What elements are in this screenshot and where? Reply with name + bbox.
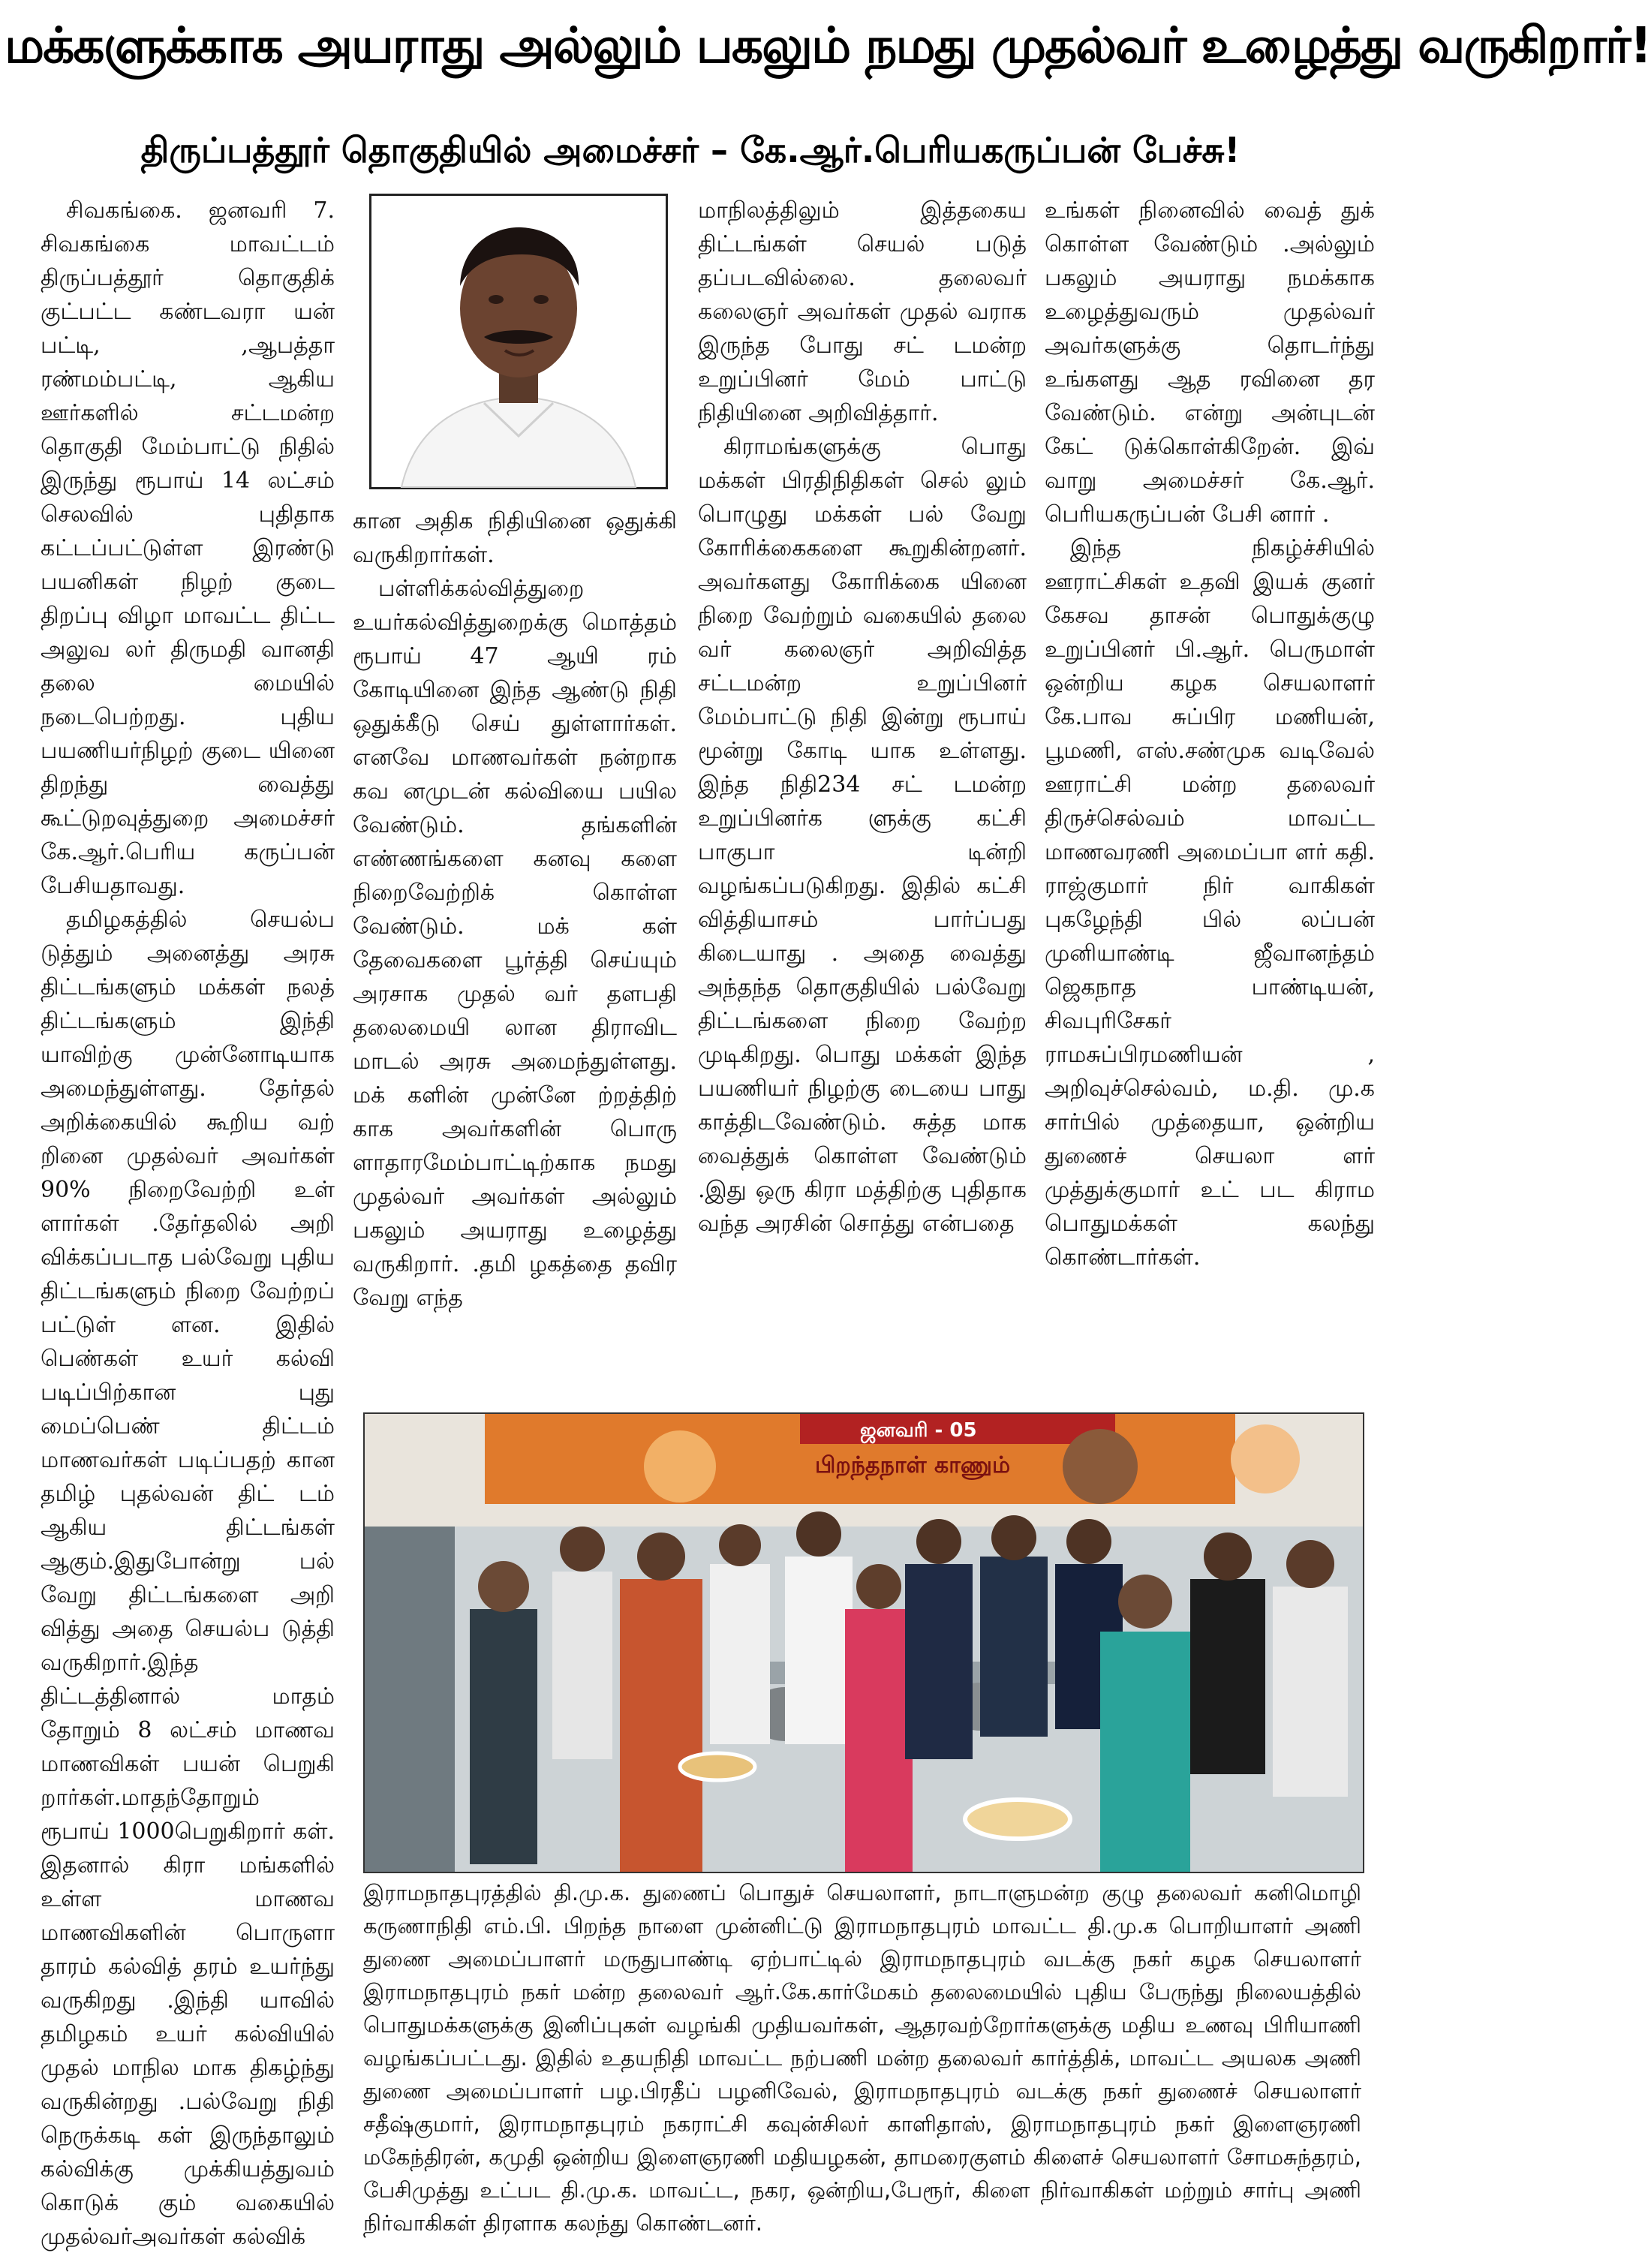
caption-text: இராமநாதபுரத்தில் தி.மு.க. துணைப் பொதுச் செயலாளர், நாடாளுமன்ற குழு தலைவர் கனிமொழி கருணாநிதி எம்.பி. பிறந்த நாளை முன்னிட்டு இராமநாதபுரம் மாவட்ட தி.மு.க பொறியாளர் அணி துணை அமைப்பாளர் மருதுபாண்டி ஏற்பாட்டில் இராமநாதபுரம் வடக்கு நகர் கழக செயலாளர் இராமநாதபுரம் நகர் மன்ற தலைவர் ஆர்.கே.கார்மேகம் தலைமையில் புதிய பேருந்து நிலையத்தில் பொதுமக்களுக்கு இனிப்புகள் வழங்கி முதியவர்கள், ஆதரவற்றோர்களுக்கு மதிய உணவு பிரியாணி வழங்கப்பட்டது. இதில் உதயநிதி மாவட்ட நற்பணி மன்ற தலைவர் கார்த்திக், மாவட்ட அயலக அணி துணை அமைப்பாளர் பழ.பிரதீப் பழனிவேல், இராமநாதபுரம் வடக்கு நகர் துணைச் செயலாளர் சதீஷ்குமார், இராமநாதபுரம் நகராட்சி கவுன்சிலர் காளிதாஸ், இராமநாதபுரம் நகர் இளைஞரணி மகேந்திரன், கமுதி ஒன்றிய இளைஞரணி மதியழகன், தாமரைகுளம் கிளைச் செயலாளர் சோமசுந்தரம், பேசிமுத்து உட்பட தி.மு.க. மாவட்ட, நகர, ஒன்றிய,பேரூர், கிளை நிர்வாகிகள் மற்றும் சார்பு அணி நிர்வாகிகள் திரளாக கலந்து கொண்டனர். bbox=[363, 1880, 1361, 2236]
article-paragraph: மாநிலத்திலும் இத்தகைய திட்டங்கள் செயல் படுத் தப்படவில்லை. தலைவர் கலைஞர் அவர்கள் முதல் வராக இருந்த போது சட் டமன்ற உறுப்பினர் மேம் பாட்டு நிதியினை அறிவித்தார். bbox=[698, 197, 1027, 426]
article-paragraph: பள்ளிக்கல்வித்துறை உயர்கல்வித்துறைக்கு மொத்தம் ரூபாய் 47 ஆயி ரம் கோடியினை இந்த ஆண்டு நிதி ஒதுக்கீடு செய் துள்ளார்கள். எனவே மாணவர்கள் நன்றாக கவ னமுடன் கல்வியை பயில வேண்டும். தங்களின் எண்ணங்களை கனவு களை நிறைவேற்றிக் கொள்ள வேண்டும். மக் கள் தேவைகளை பூர்த்தி செய்யும் அரசாக முதல் வர் தளபதி தலைமையி லான திராவிட மாடல் அரசு அமைந்துள்ளது. மக் களின் முன்னே ற்றத்திற் காக அவர்களின் பொரு ளாதாரமேம்பாட்டிற்காக நமது முதல்வர் அவர்கள் அல்லும் பகலும் அயராது உழைத்து வருகிறார். .தமி ழகத்தை தவிர வேறு எந்த bbox=[353, 576, 677, 1311]
event-photo bbox=[363, 1412, 1364, 1873]
photo-banner-text: ஜனவரி - 05 bbox=[860, 1419, 977, 1442]
minister-portrait bbox=[369, 194, 668, 489]
article-paragraph: இந்த நிகழ்ச்சியில் ஊராட்சிகள் உதவி இயக் குனர் கேசவ தாசன் பொதுக்குழு உறுப்பினர் பி.ஆர். பெருமாள் ஒன்றிய கழக செயலாளர் கே.பாவ சுப்பிர மணியன், பூமணி, எஸ்.சண்முக வடிவேல் ஊராட்சி மன்ற தலைவர் திருச்செல்வம் மாவட்ட மாணவரணி அமைப்பா ளர் கதி. ராஜ்குமார் நிர் வாகிகள் புகழேந்தி பில் லப்பன் முனியாண்டி ஜீவானந்தம் ஜெகநாத பாண்டியன், சிவபுரிசேகர் ராமசுப்பிரமணியன் , அறிவுச்செல்வம், ம.தி. மு.க சார்பில் முத்தையா, ஒன்றிய துணைச் செயலா ளர் முத்துக்குமார் உட் பட கிராம பொதுமக்கள் கலந்து கொண்டார்கள். bbox=[1045, 535, 1375, 1271]
article-paragraph: சிவகங்கை. ஜனவரி 7. சிவகங்கை மாவட்டம் திருப்பத்தூர் தொகுதிக் குட்பட்ட கண்டவரா யன் பட்டி, ,ஆபத்தா ரண்மம்பட்டி, ஆகிய ஊர்களில் சட்டமன்ற தொகுதி மேம்பாட்டு நிதில் இருந்து ரூபாய் 14 லட்சம் செலவில் புதிதாக கட்டப்பட்டுள்ள இரண்டு பயனிகள் நிழற் குடை திறப்பு விழா மாவட்ட திட்ட அலுவ லர் திருமதி வானதி தலை மையில் நடைபெற்றது. புதிய பயணியர்நிழற் குடை யினை திறந்து வைத்து கூட்டுறவுத்துறை அமைச்சர் கே.ஆர்.பெரிய கருப்பன் பேசியதாவது. bbox=[41, 197, 335, 899]
article-column-2 bbox=[353, 504, 677, 1367]
article-paragraph: கிராமங்களுக்கு பொது மக்கள் பிரதிநிதிகள் செல் லும் பொழுது மக்கள் பல் வேறு கோரிக்கைகளை கூறுகின்றனர். அவர்களது கோரிக்கை யினை நிறை வேற்றும் வகையில் தலை வர் கலைஞர் அறிவித்த சட்டமன்ற உறுப்பினர் மேம்பாட்டு நிதி இன்று ரூபாய் மூன்று கோடி யாக உள்ளது. இந்த நிதி234 சட் டமன்ற உறுப்பினர்க ளுக்கு கட்சி பாகுபா டின்றி வழங்கப்படுகிறது. இதில் கட்சி வித்தியாசம் பார்ப்பது கிடையாது . அதை வைத்து அந்தந்த தொகுதியில் பல்வேறு திட்டங்களை நிறை வேற்ற முடிகிறது. பொது மக்கள் இந்த பயணியர் நிழற்கு டையை பாது காத்திடவேண்டும். சுத்த மாக வைத்துக் கொள்ள வேண்டும் .இது ஒரு கிரா மத்திற்கு புதிதாக வந்த அரசின் சொத்து என்பதை bbox=[698, 434, 1027, 1237]
article-column-1 bbox=[41, 194, 335, 2259]
photo-banner-subtext: பிறந்தநாள் காணும் bbox=[815, 1452, 1011, 1478]
article-paragraph: கான அதிக நிதியினை ஒதுக்கி வருகிறார்கள். bbox=[353, 508, 677, 568]
portrait-image bbox=[371, 196, 666, 487]
article-column-4 bbox=[1045, 194, 1375, 1364]
page-subheadline: திருப்பத்தூர் தொகுதியில் அமைச்சர் – கே.ஆர்.பெரியகருப்பன் பேச்சு! bbox=[140, 130, 1241, 170]
page-headline: மக்களுக்காக அயராது அல்லும் பகலும் நமது முதல்வர் உழைத்து வருகிறார்! bbox=[5, 17, 1651, 74]
photo-caption bbox=[363, 1876, 1361, 2253]
article-paragraph: உங்கள் நினைவில் வைத் துக் கொள்ள வேண்டும் .அல்லும் பகலும் அயராது நமக்காக உழைத்துவரும் முதல்வர் அவர்களுக்கு தொடர்ந்து உங்களது ஆத ரவினை தர வேண்டும். என்று அன்புடன் கேட் டுக்கொள்கிறேன். இவ் வாறு அமைச்சர் கே.ஆர். பெரியகருப்பன் பேசி னார் . bbox=[1045, 197, 1375, 528]
event-photo-image bbox=[365, 1414, 1363, 1872]
article-column-3 bbox=[698, 194, 1027, 1364]
article-paragraph: தமிழகத்தில் செயல்ப டுத்தும் அனைத்து அரசு திட்டங்களும் மக்கள் நலத் திட்டங்களும் இந்தி யாவிற்கு முன்னோடியாக அமைந்துள்ளது. தேர்தல் அறிக்கையில் கூறிய வற் றினை முதல்வர் அவர்கள் 90% நிறைவேற்றி உள் ளார்கள் .தேர்தலில் அறி விக்கப்படாத பல்வேறு புதிய திட்டங்களும் நிறை வேற்றப் பட்டுள் ளன. இதில் பெண்கள் உயர் கல்வி படிப்பிற்கான புது மைப்பெண் திட்டம் மாணவர்கள் படிப்பதற் கான தமிழ் புதல்வன் திட் டம் ஆகிய திட்டங்கள் ஆகும்.இதுபோன்று பல் வேறு திட்டங்களை அறி வித்து அதை செயல்ப டுத்தி வருகிறார்.இந்த திட்டத்தினால் மாதம் தோறும் 8 லட்சம் மாணவ மாணவிகள் பயன் பெறுகி றார்கள்.மாதந்தோறும் ரூபாய் 1000பெறுகிறார் கள். இதனால் கிரா மங்களில் உள்ள மாணவ மாணவிகளின் பொருளா தாரம் கல்வித் தரம் உயர்ந்து வருகிறது .இந்தி யாவில் தமிழகம் உயர் கல்வியில் முதல் மாநில மாக திகழ்ந்து வருகின்றது .பல்வேறு நிதி நெருக்கடி கள் இருந்தாலும் கல்விக்கு முக்கியத்துவம் கொடுக் கும் வகையில் முதல்வர்அவர்கள் கல்விக் bbox=[41, 907, 335, 2250]
